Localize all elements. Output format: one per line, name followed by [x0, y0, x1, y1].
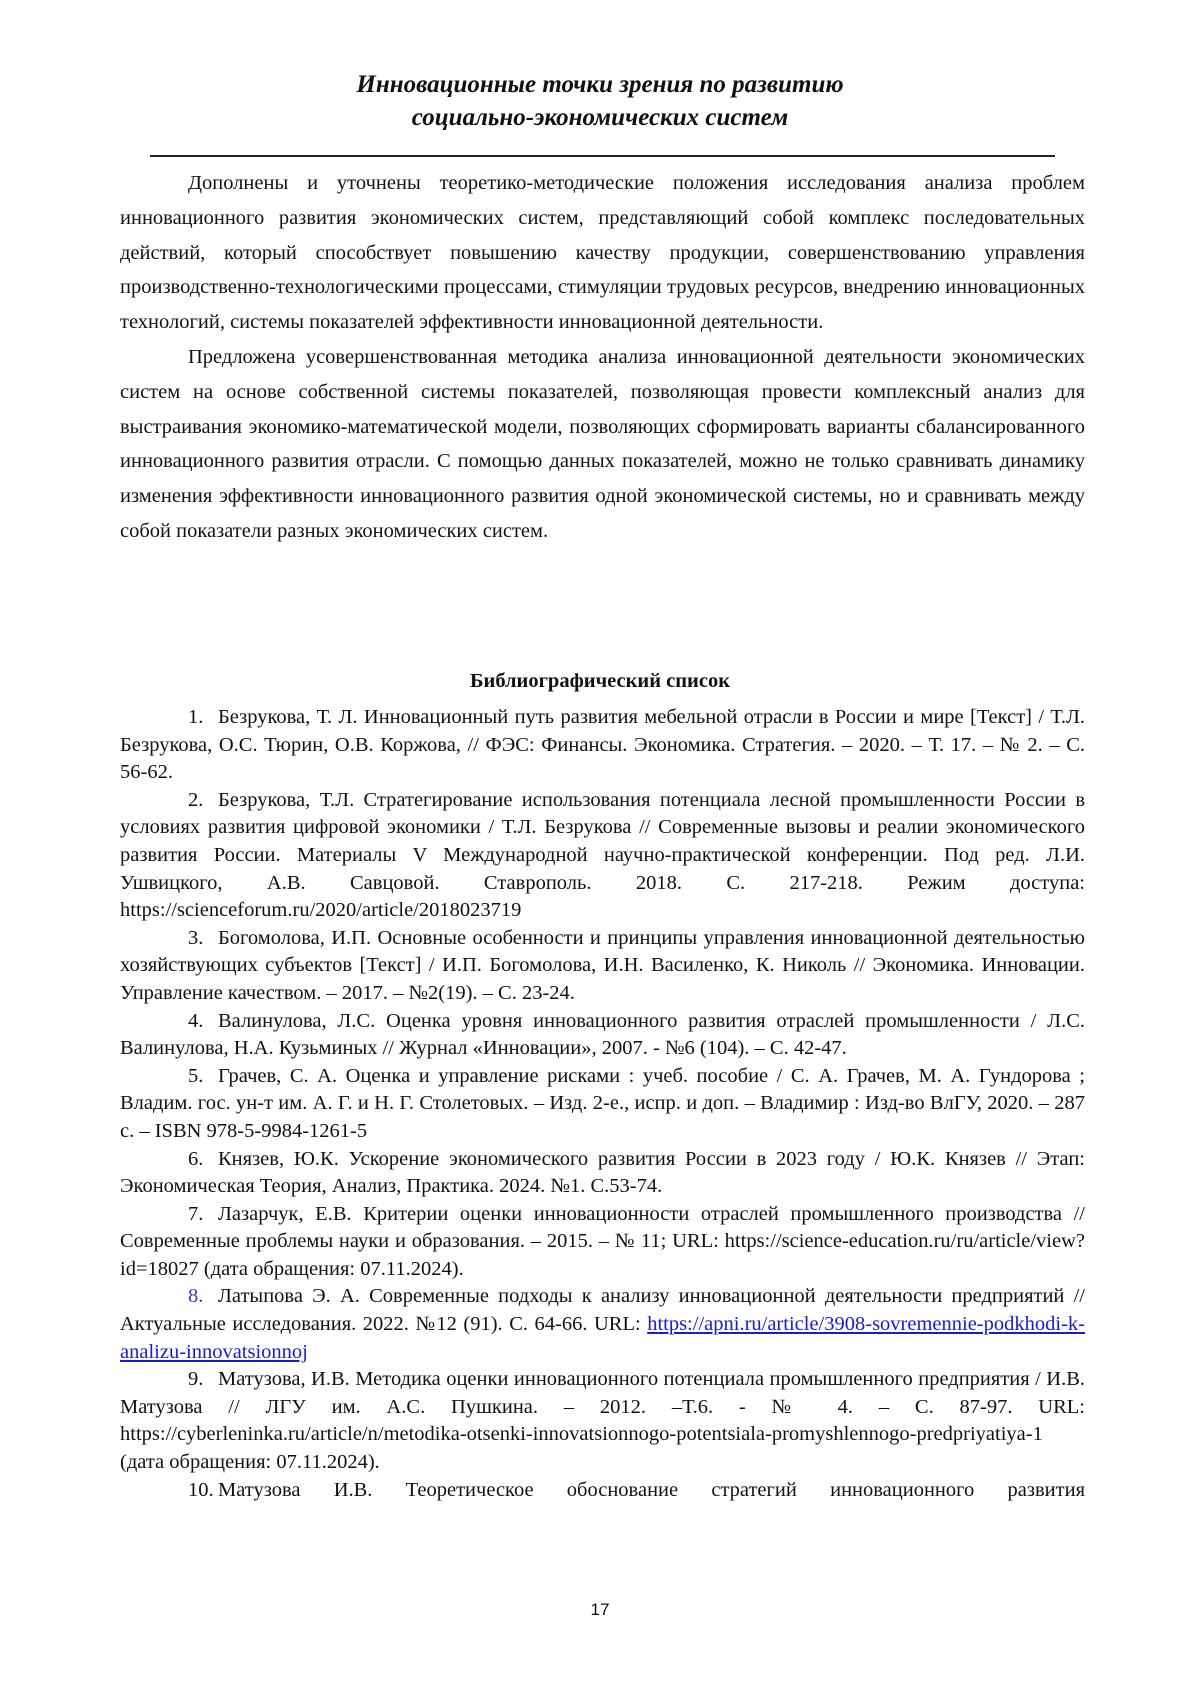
entry-number: 3. [188, 926, 204, 949]
bib-entry [120, 1063, 1085, 1146]
title-line-1: Инновационные точки зрения по развитию [356, 71, 844, 98]
entry-number: 8. [188, 1285, 204, 1308]
entry-number: 10. [188, 1478, 214, 1501]
bib-entry [120, 1283, 1085, 1366]
entry-text: Богомолова, И.П. Основные особенности и принципы управления инновационной деятельностью хозяйствующих субъектов [Текст] / И.П. Богомолова, И.Н. Василенко, К. Николь // Экономика. Инновации. Управление качеством. – 2017. – №2(19). – С. 23-24. [120, 926, 1085, 1004]
entry-number: 2. [188, 788, 204, 811]
bibliography-heading: Библиографический список [469, 670, 731, 692]
bib-entry [120, 1366, 1085, 1476]
paragraph: Предложена усовершенствованная методика анализа инновационной деятельности экономических систем на основе собственной системы показателей, позволяющая провести комплексный анализ для выстраивания экономико-математической модели, позволяющих сформировать варианты сбалансированного инновационного развития отрасли. С помощью данных показателей, можно не только сравнивать динамику изменения эффективности инновационного развития одной экономической системы, но и сравнивать между собой показатели разных экономических систем. [120, 345, 1085, 542]
header-divider [150, 155, 1055, 157]
entry-text: Латыпова Э. А. Современные подходы к анализу инновационной деятельности предприятий // Актуальные исследования. 2022. №12 (91). С. 64-66. URL: [120, 1285, 1085, 1336]
bib-entry [120, 1201, 1085, 1284]
entry-number: 6. [188, 1147, 204, 1170]
bib-entry [120, 1477, 1085, 1505]
entry-number: 5. [188, 1064, 204, 1087]
entry-text: Валинулова, Л.С. Оценка уровня инновационного развития отраслей промышленности / Л.С. Валинулова, Н.А. Кузьминых // Журнал «Инновации», 2007. - №6 (104). – С. 42-47. [120, 1009, 1085, 1060]
entry-text: Безрукова, Т.Л. Стратегирование использования потенциала лесной промышленности России в условиях развития цифровой экономики / Т.Л. Безрукова // Современные вызовы и реалии экономического развития России. Материалы V Международной научно-практической конференции. Под ред. Л.И. Ушвицкого, А.В. Савцовой. Ставрополь. 2018. С. 217-218. Режим доступа: https://scienceforum.ru/2020/article/2018023719 [120, 788, 1085, 922]
entry-number: 7. [188, 1202, 204, 1225]
bib-entry [120, 925, 1085, 1008]
body-text [120, 166, 1085, 549]
entry-text: Матузова И.В. Теоретическое обоснование стратегий инновационного развития [218, 1478, 1085, 1501]
entry-text: Матузова, И.В. Методика оценки инновационного потенциала промышленного предприятия / И.В. Матузова // ЛГУ им. А.С. Пушкина. – 2012. –Т.6. - № 4. – С. 87-97. URL: https://cyberleninka.ru/article/n/metodika-otsenki-innovatsionnogo-potentsiala-promyshlennogo-predpriyatiya-1 (дата обращения: 07.11.2024). [120, 1368, 1085, 1474]
running-header-title [0, 68, 1200, 134]
entry-number: 1. [188, 706, 204, 728]
entry-url-link[interactable]: https://apni.ru/article/3908-sovremennie-podkhodi-k-analizu-innovatsionnoj [120, 1313, 1085, 1363]
bib-entry [120, 1146, 1085, 1201]
title-line-2: социально-экономических систем [411, 104, 789, 131]
page-number: 17 [590, 1600, 610, 1619]
entry-text: Князев, Ю.К. Ускорение экономического развития России в 2023 году / Ю.К. Князев // Этап: Экономическая Теория, Анализ, Практика. 2024. №1. С.53-74. [120, 1147, 1085, 1198]
entry-text: Грачев, С. А. Оценка и управление рисками : учеб. пособие / С. А. Грачев, М. А. Гундорова ; Владим. гос. ун-т им. А. Г. и Н. Г. Столетовых. – Изд. 2-е., испр. и доп. – Владимир : Изд-во ВлГУ, 2020. – 287 с. – ISBN 978-5-9984-1261-5 [120, 1064, 1085, 1142]
entry-number: 4. [188, 1009, 204, 1032]
bib-entry [120, 1008, 1085, 1063]
entry-text: Лазарчук, Е.В. Критерии оценки инновационности отраслей промышленного производства // Современные проблемы науки и образования. – 2015. – № 11; URL: https://science-education.ru/ru/article/view?id=18027 (дата обращения: 07.11.2024). [120, 1202, 1085, 1280]
entry-number: 9. [188, 1368, 204, 1391]
bib-entry [120, 704, 1085, 787]
paragraph: Дополнены и уточнены теоретико-методические положения исследования анализа проблем инновационного развития экономических систем, представляющий собой комплекс последовательных действий, который способствует повышению качеству продукции, совершенствованию управления производственно-технологическими процессами, стимуляции трудовых ресурсов, внедрению инновационных технологий, системы показателей эффективности инновационной деятельности. [120, 172, 1085, 334]
bibliography-list [120, 704, 1085, 1504]
entry-text: Безрукова, Т. Л. Инновационный путь развития мебельной отрасли в России и мире [Текст] / Т.Л. Безрукова, О.С. Тюрин, О.В. Коржова, // ФЭС: Финансы. Экономика. Стратегия. – 2020. – Т. 17. – № 2. – С. 56-62. [120, 706, 1085, 784]
bib-entry [120, 787, 1085, 925]
